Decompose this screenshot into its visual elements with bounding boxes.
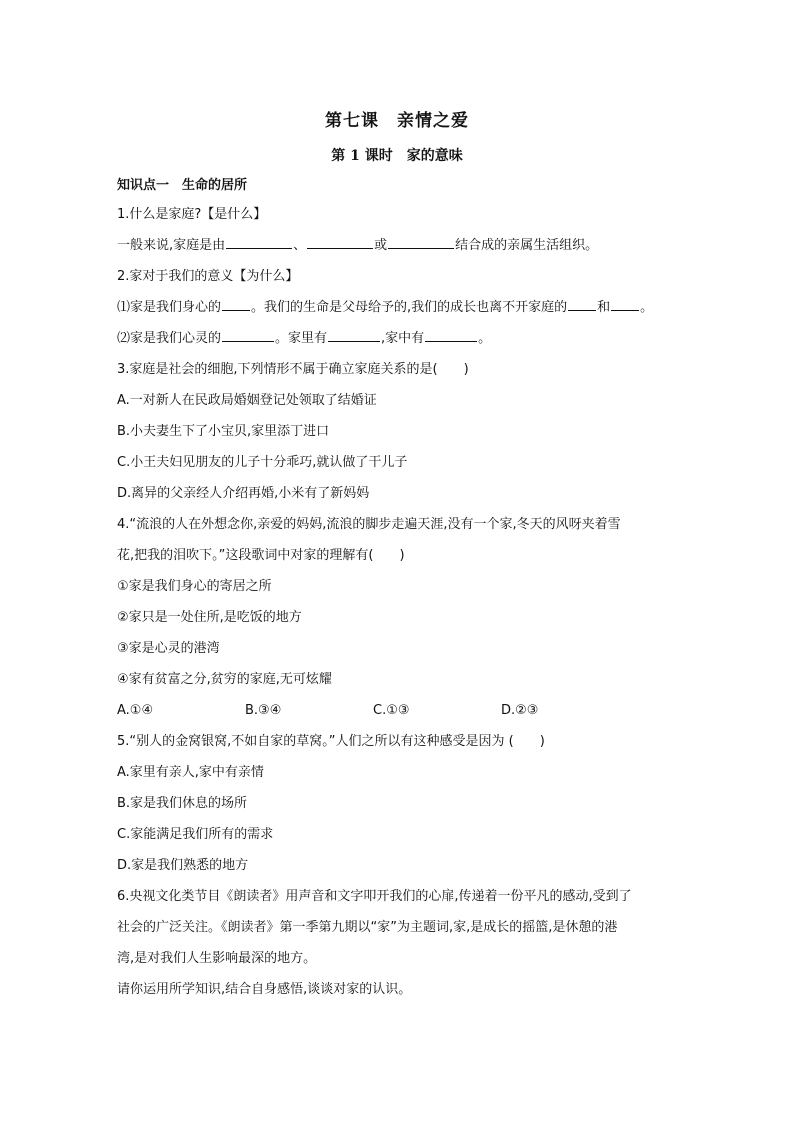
answer-option[interactable]: C.家能满足我们所有的需求 [117,827,274,842]
lesson-subtitle: 第 1 课时 家的意味 [331,148,463,164]
q2-p2-b: 。家里有 [275,331,328,346]
answer-option[interactable]: D.家是我们熟悉的地方 [117,858,249,873]
answer-choice[interactable]: C.①③ [373,703,410,718]
question-1-fill [117,230,687,261]
fill-blank[interactable] [222,327,274,342]
question-6-line-3: 湾,是对我们人生影响最深的地方。 [117,951,317,966]
answer-option[interactable]: C.小王夫妇见朋友的儿子十分乖巧,就认做了干儿子 [117,455,408,470]
lesson-title: 第七课 亲情之爱 [325,111,469,131]
question-6-prompt: 请你运用所学知识,结合自身感悟,谈谈对家的认识。 [117,982,412,997]
fill-blank[interactable] [611,296,639,311]
answer-choice[interactable]: D.②③ [501,703,539,718]
question-5-stem: 5.“别人的金窝银窝,不如自家的草窝。”人们之所以有这种感受是因为 ( ) [117,734,545,749]
q2-p2-a: ⑵家是我们心灵的 [117,331,222,346]
choice-row [117,695,687,726]
question-2-part-2 [117,323,687,354]
question-6-line-1: 6.央视文化类节目《朗读者》用声音和文字叩开我们的心扉,传递着一份平凡的感动,受到了 [117,889,632,904]
q2-p1-c: 和 [597,300,611,315]
statement-item: ①家是我们身心的寄居之所 [117,579,272,594]
statement-item: ④家有贫富之分,贫穷的家庭,无可炫耀 [117,672,332,687]
fill-blank[interactable] [328,327,380,342]
question-4-stem-line-1: 4.“流浪的人在外想念你,亲爱的妈妈,流浪的脚步走遍天涯,没有一个家,冬天的风呀夹着雪 [117,517,621,532]
fill-blank[interactable] [226,234,292,249]
answer-option[interactable]: D.离异的父亲经人介绍再婚,小米有了新妈妈 [117,486,370,501]
q1-text-b: 结合成的亲属生活组织。 [455,238,599,253]
q1-text-a: 一般来说,家庭是由 [117,238,226,253]
question-1-stem: 1.什么是家庭?【是什么】 [117,207,267,222]
fill-blank[interactable] [222,296,250,311]
fill-blank[interactable] [307,234,373,249]
q2-p1-d: 。 [640,300,654,315]
q2-p2-d: 。 [478,331,492,346]
fill-blank[interactable] [388,234,454,249]
worksheet-content [117,175,687,1005]
fill-blank[interactable] [568,296,596,311]
q2-p2-c: ,家中有 [381,331,425,346]
answer-option[interactable]: A.家里有亲人,家中有亲情 [117,765,264,780]
section-heading: 知识点一 生命的居所 [117,178,248,193]
question-3-stem: 3.家庭是社会的细胞,下列情形不属于确立家庭关系的是( ) [117,362,469,377]
question-6-line-2: 社会的广泛关注。《朗读者》第一季第九期以“家”为主题词,家,是成长的摇篮,是休憩的港 [117,920,618,935]
fill-blank[interactable] [425,327,477,342]
q1-sep1: 、 [293,238,307,253]
q2-p1-a: ⑴家是我们身心的 [117,300,222,315]
question-2-stem: 2.家对于我们的意义【为什么】 [117,269,299,284]
answer-option[interactable]: B.小夫妻生下了小宝贝,家里添丁进口 [117,424,330,439]
question-2-part-1 [117,292,687,323]
q1-sep2: 或 [374,238,388,253]
q2-p1-b: 。我们的生命是父母给予的,我们的成长也离不开家庭的 [251,300,568,315]
statement-item: ②家只是一处住所,是吃饭的地方 [117,610,302,625]
question-4-stem-line-2: 花,把我的泪吹下。”这段歌词中对家的理解有( ) [117,548,405,563]
statement-item: ③家是心灵的港湾 [117,641,220,656]
answer-option[interactable]: B.家是我们休息的场所 [117,796,248,811]
answer-choice[interactable]: B.③④ [245,703,282,718]
answer-choice[interactable]: A.①④ [117,703,154,718]
answer-option[interactable]: A.一对新人在民政局婚姻登记处领取了结婚证 [117,393,377,408]
